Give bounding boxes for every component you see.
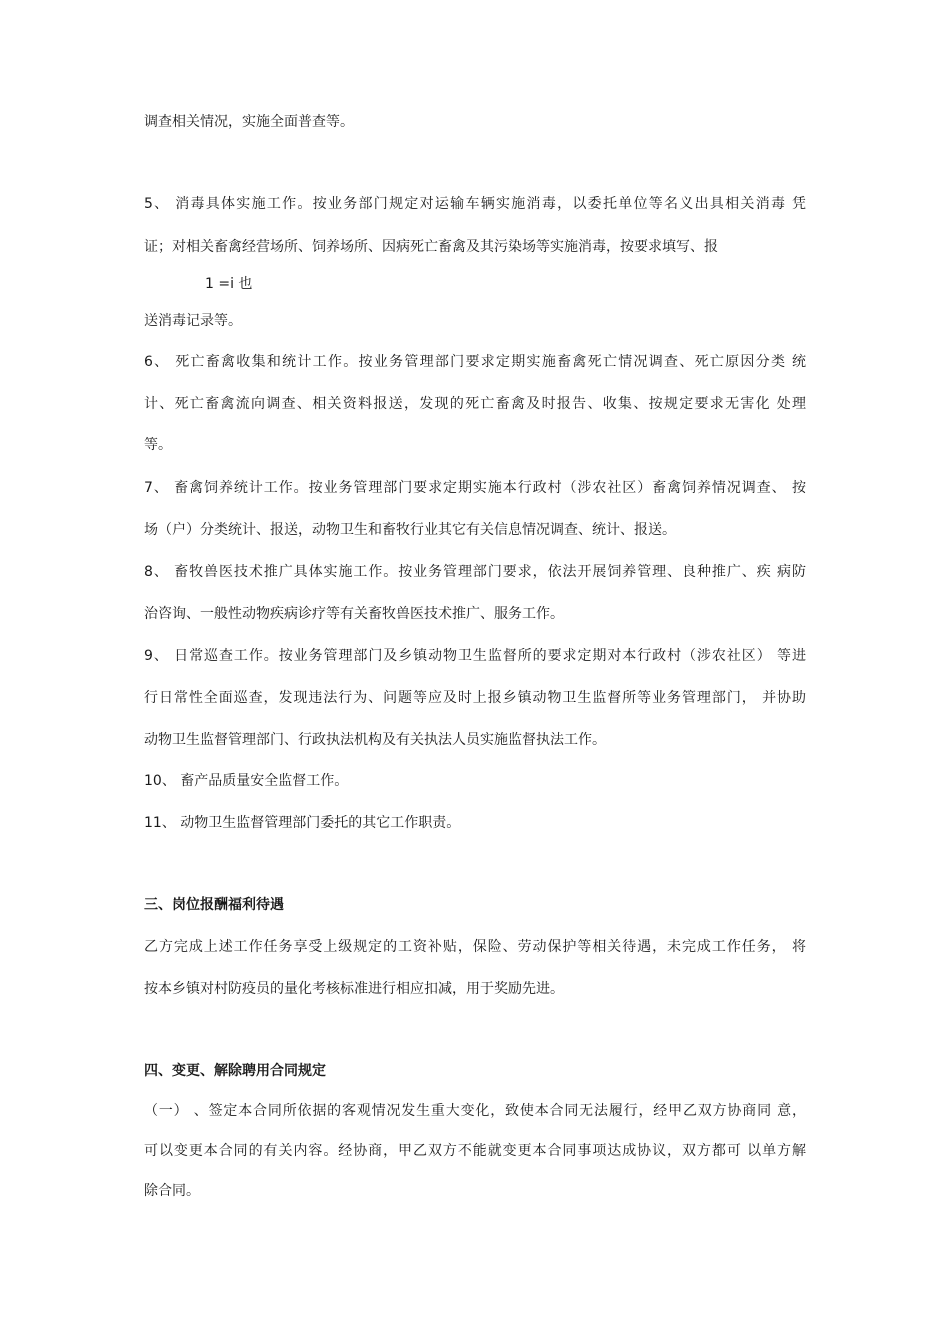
item-6-line-3: 等。: [144, 437, 172, 453]
item-6-line-2: 计、死亡畜禽流向调查、相关资料报送，发现的死亡畜禽及时报告、收集、按规定要求无害化 处理: [144, 396, 806, 412]
item-9-line-1: 9、 日常巡查工作。按业务管理部门及乡镇动物卫生监督所的要求定期对本行政村（涉农社区） 等进: [144, 648, 806, 664]
item-8-line-1: 8、 畜牧兽医技术推广具体实施工作。按业务管理部门要求，依法开展饲养管理、良种推广、疾 病防: [144, 564, 806, 580]
section-4-line-3: 除合同。: [144, 1183, 200, 1199]
item-9-line-2: 行日常性全面巡查，发现违法行为、问题等应及时上报乡镇动物卫生监督所等业务管理部门， 并协助: [144, 690, 806, 706]
section-3-line-1: 乙方完成上述工作任务享受上级规定的工资补贴，保险、劳动保护等相关待遇，未完成工作任务， 将: [144, 939, 806, 955]
section-3-line-2: 按本乡镇对村防疫员的量化考核标准进行相应扣减，用于奖励先进。: [144, 981, 564, 997]
item-7-line-1: 7、 畜禽饲养统计工作。按业务管理部门要求定期实施本行政村（涉农社区）畜禽饲养情况调查、 按: [144, 480, 806, 496]
item-9-line-3: 动物卫生监督管理部门、行政执法机构及有关执法人员实施监督执法工作。: [144, 732, 606, 748]
paragraph-line: 调查相关情况，实施全面普查等。: [144, 114, 354, 130]
item-6-line-1: 6、 死亡畜禽收集和统计工作。按业务管理部门要求定期实施畜禽死亡情况调查、死亡原因分类 统: [144, 354, 806, 370]
item-11-line: 11、 动物卫生监督管理部门委托的其它工作职责。: [144, 815, 461, 831]
item-10-line: 10、 畜产品质量安全监督工作。: [144, 773, 349, 789]
item-5-line-1: 5、 消毒具体实施工作。按业务部门规定对运输车辆实施消毒，以委托单位等名义出具相关消毒 凭: [144, 196, 806, 212]
item-7-line-2: 场（户）分类统计、报送，动物卫生和畜牧行业其它有关信息情况调查、统计、报送。: [144, 522, 676, 538]
item-5-line-3: 送消毒记录等。: [144, 313, 242, 329]
item-5-line-2: 证；对相关畜禽经营场所、饲养场所、因病死亡畜禽及其污染场等实施消毒，按要求填写、报: [144, 239, 718, 255]
section-4-line-2: 可以变更本合同的有关内容。经协商，甲乙双方不能就变更本合同事项达成协议，双方都可 以单方解: [144, 1143, 806, 1159]
section-4-heading: 四、变更、解除聘用合同规定: [144, 1063, 326, 1079]
section-4-line-1: （一） 、签定本合同所依据的客观情况发生重大变化，致使本合同无法履行，经甲乙双方协商同 意，: [144, 1103, 806, 1119]
section-3-heading: 三、岗位报酬福利待遇: [144, 897, 284, 913]
stray-annotation: 1 =i 也: [205, 276, 253, 292]
item-8-line-2: 治咨询、一般性动物疾病诊疗等有关畜牧兽医技术推广、服务工作。: [144, 606, 564, 622]
